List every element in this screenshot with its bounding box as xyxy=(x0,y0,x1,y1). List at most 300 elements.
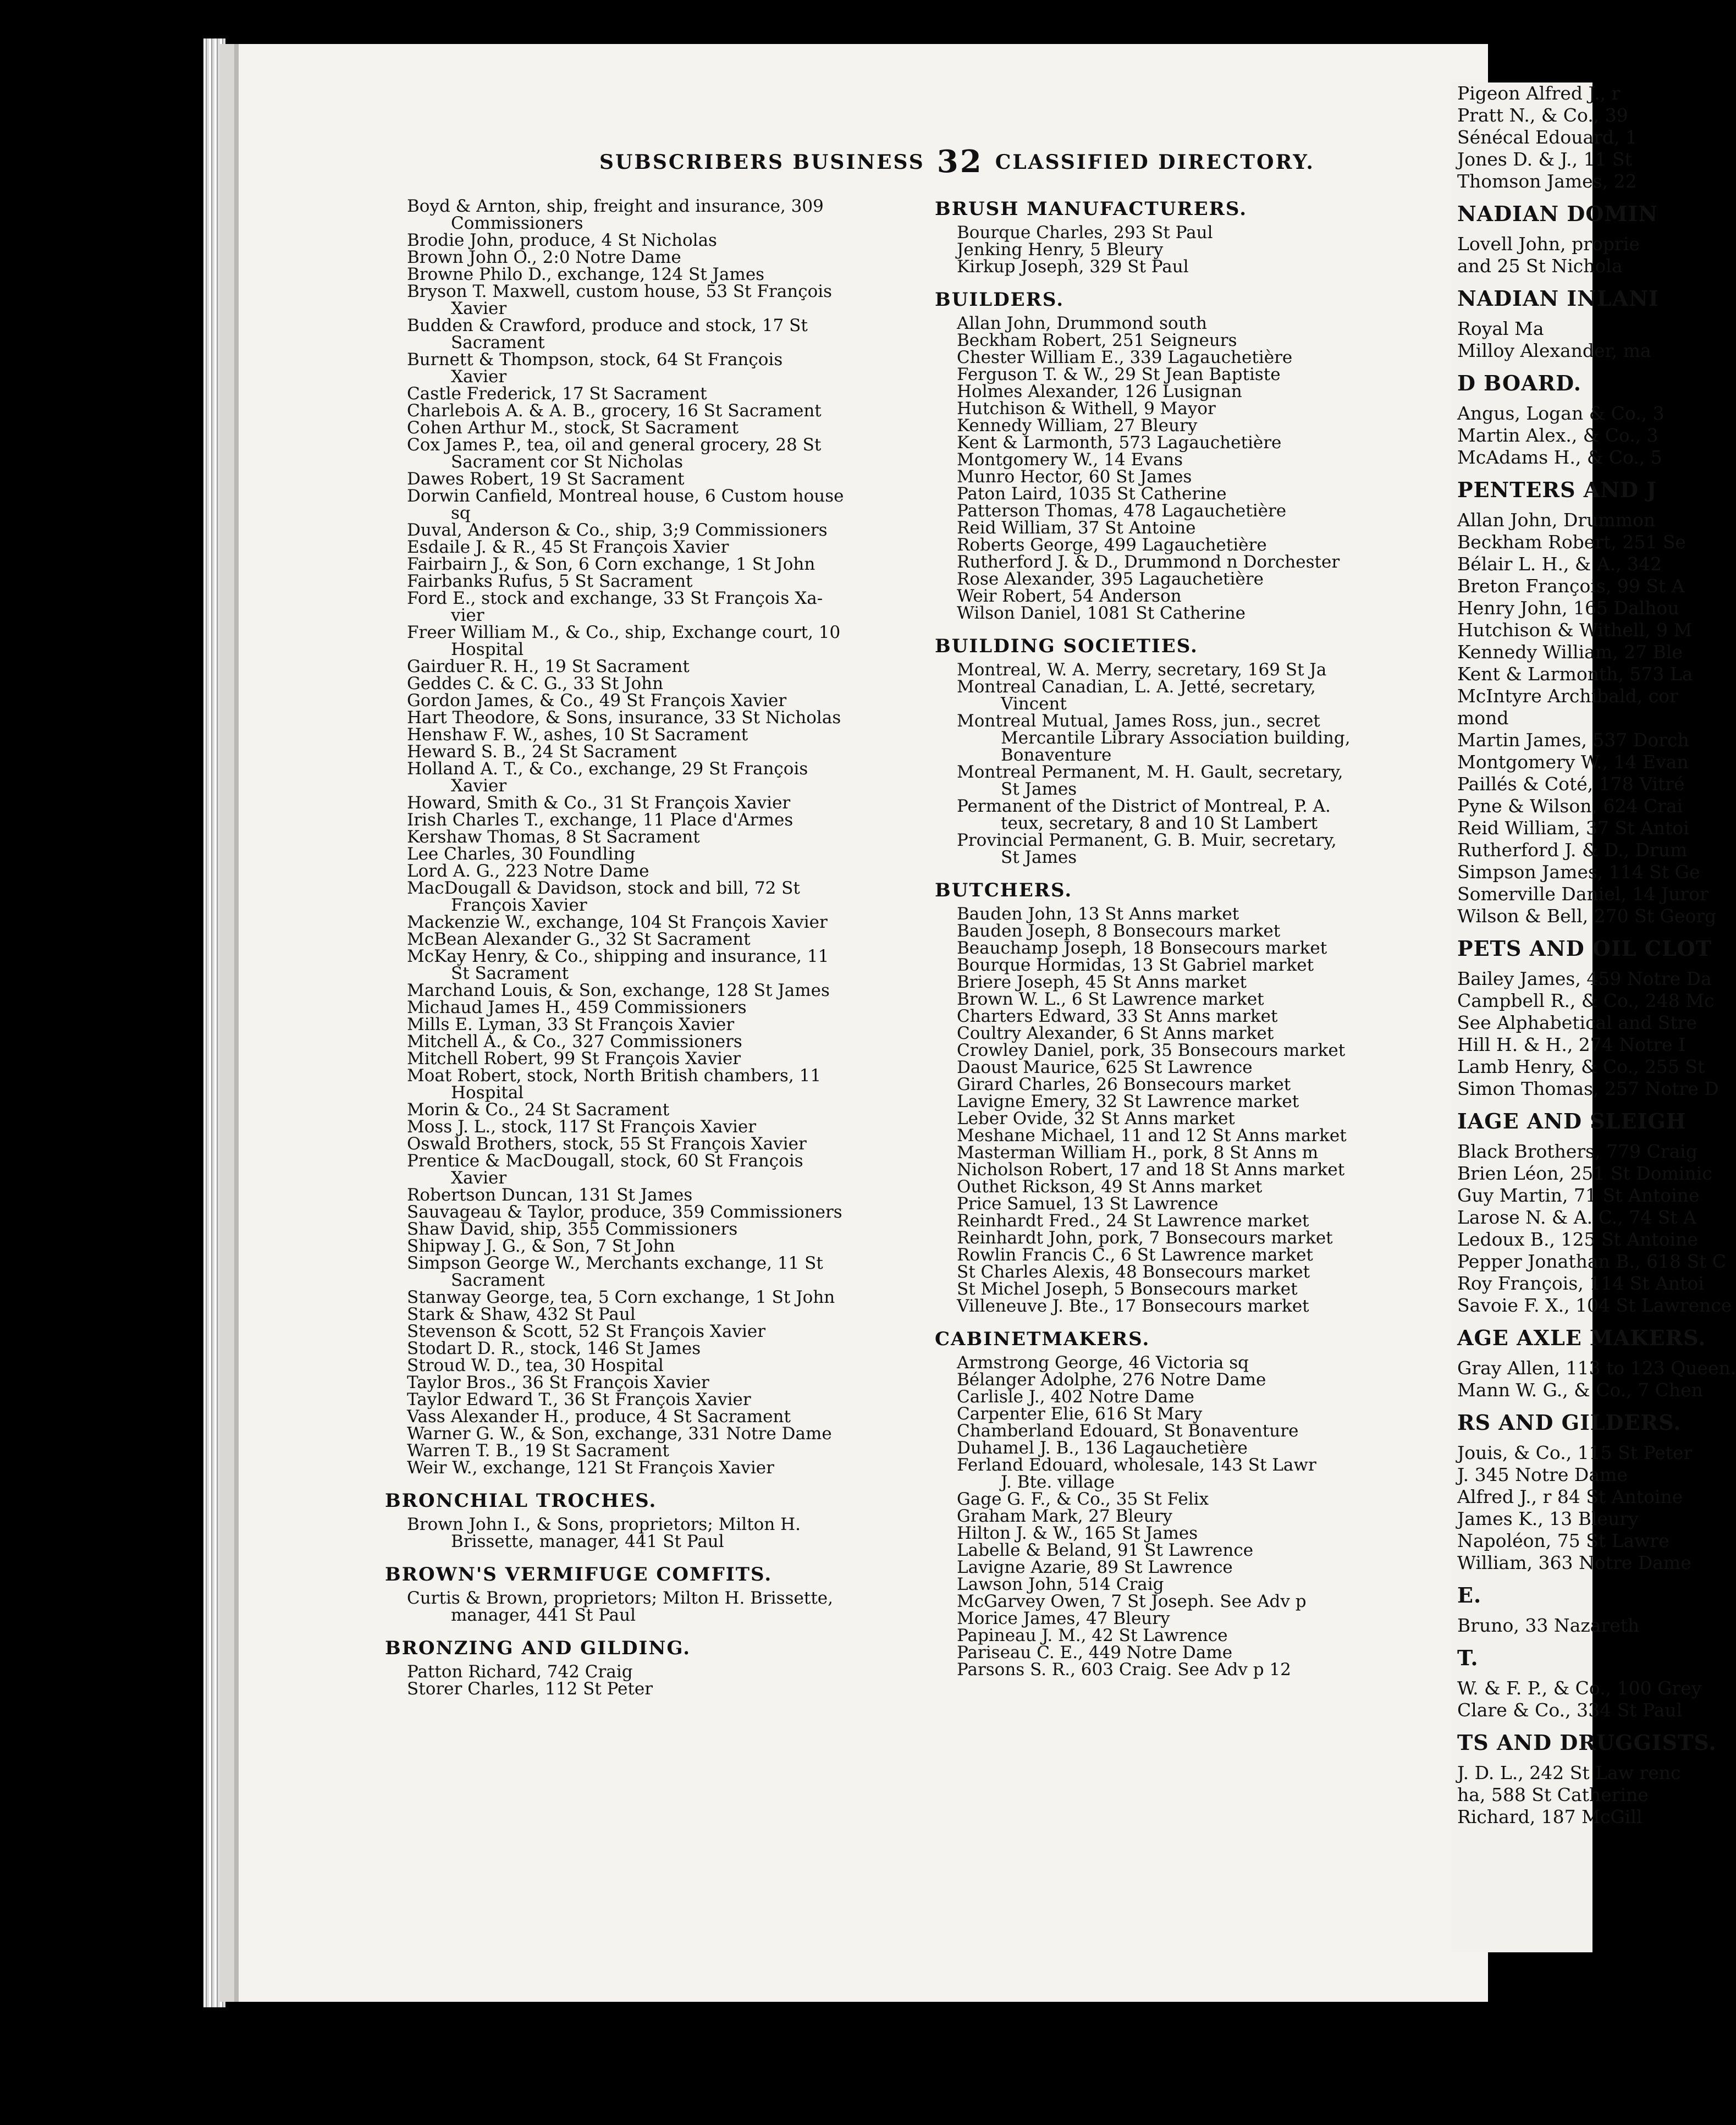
entry-continuation: St Sacrament xyxy=(451,964,569,983)
facing-entry: Hutchison & Withell, 9 M xyxy=(1457,619,1693,641)
facing-entry: Rutherford J. & D., Drum xyxy=(1457,839,1688,861)
directory-entry xyxy=(935,1179,1479,1196)
entry-text: Hilton J. & W., 165 St James xyxy=(957,1523,1198,1543)
directory-entry xyxy=(385,761,902,795)
entry-text: Heward S. B., 24 St Sacrament xyxy=(407,742,677,762)
entry-text: Parsons S. R., 603 Craig. See Adv p 12 xyxy=(957,1660,1291,1680)
entry-text: Graham Mark, 27 Bleury xyxy=(957,1506,1172,1526)
running-head xyxy=(599,140,1315,180)
directory-entry xyxy=(935,1281,1479,1298)
entry-text: Dorwin Canfield, Montreal house, 6 Custom house xyxy=(407,486,844,506)
entry-text: St Charles Alexis, 48 Bonsecours market xyxy=(957,1262,1310,1282)
directory-entry xyxy=(935,1576,1479,1593)
entry-text: Sauvageau & Taylor, produce, 359 Commissioners xyxy=(407,1202,842,1222)
directory-entry xyxy=(935,1389,1479,1406)
directory-entry xyxy=(385,744,902,761)
entry-text: Duval, Anderson & Co., ship, 3;9 Commissioners xyxy=(407,520,828,540)
entry-text: Permanent of the District of Montreal, P. A. xyxy=(957,796,1331,816)
directory-entry xyxy=(385,1119,902,1136)
entry-text: Bélanger Adolphe, 276 Notre Dame xyxy=(957,1370,1266,1390)
facing-section-heading: PENTERS AND J xyxy=(1457,477,1657,502)
entry-text: Vass Alexander H., produce, 4 St Sacrament xyxy=(407,1407,791,1427)
directory-entry xyxy=(385,1425,902,1443)
directory-entry xyxy=(935,1644,1479,1661)
entry-text: Wilson Daniel, 1081 St Catherine xyxy=(957,603,1246,623)
directory-entry xyxy=(935,1059,1479,1076)
directory-entry xyxy=(935,366,1479,383)
directory-entry xyxy=(385,1306,902,1323)
entry-text: Girard Charles, 26 Bonsecours market xyxy=(957,1075,1291,1094)
facing-entry: Pepper Jonathan B., 618 St C xyxy=(1457,1251,1727,1272)
facing-entry: mond xyxy=(1457,707,1509,729)
facing-entry: Milloy Alexander, ma xyxy=(1457,340,1651,361)
directory-entry xyxy=(935,974,1479,991)
entry-text: Montgomery W., 14 Evans xyxy=(957,450,1183,470)
directory-entry xyxy=(385,539,902,556)
directory-entry xyxy=(385,948,902,982)
directory-entry xyxy=(935,1127,1479,1144)
facing-entry: Roy François, 114 St Antoi xyxy=(1457,1273,1704,1294)
directory-entry xyxy=(385,1221,902,1238)
directory-entry xyxy=(935,1440,1479,1457)
entry-text: Pariseau C. E., 449 Notre Dame xyxy=(957,1643,1233,1662)
entry-continuation: Xavier xyxy=(451,1168,507,1188)
facing-entry: Simpson James, 114 St Ge xyxy=(1457,861,1700,883)
entry-text: Taylor Bros., 36 St François Xavier xyxy=(407,1373,709,1392)
directory-entry xyxy=(385,1033,902,1050)
facing-section-heading: IAGE AND SLEIGH xyxy=(1457,1109,1687,1133)
directory-entry xyxy=(935,906,1479,923)
entry-text: Curtis & Brown, proprietors; Milton H. Brissette, xyxy=(407,1588,833,1608)
directory-entry xyxy=(385,266,902,283)
entry-text: Burnett & Thompson, stock, 64 St François xyxy=(407,350,783,370)
entry-text: Carpenter Elie, 616 St Mary xyxy=(957,1404,1203,1424)
directory-entry xyxy=(385,829,902,846)
directory-entry xyxy=(935,486,1479,503)
entry-text: Browne Philo D., exchange, 124 St James xyxy=(407,265,765,284)
section-heading: BRONZING AND GILDING. xyxy=(385,1637,691,1659)
directory-entry xyxy=(385,1443,902,1460)
entry-text: Moat Robert, stock, North British chambers, 11 xyxy=(407,1066,822,1086)
facing-entry: Pratt N., & Co., 39 xyxy=(1457,104,1628,126)
directory-entry xyxy=(935,588,1479,605)
directory-entry xyxy=(935,1610,1479,1627)
entry-text: Coultry Alexander, 6 St Anns market xyxy=(957,1023,1274,1043)
directory-entry xyxy=(385,692,902,709)
facing-entry: Ledoux B., 125 St Antoine xyxy=(1457,1229,1698,1250)
entry-continuation: J. Bte. village xyxy=(1001,1472,1115,1492)
directory-entry xyxy=(935,1542,1479,1559)
section-heading: BUILDERS. xyxy=(935,289,1065,311)
entry-continuation: Hospital xyxy=(451,1083,524,1103)
facing-entry: Bailey James, 459 Notre Da xyxy=(1457,968,1712,989)
entry-continuation: Sacrament xyxy=(451,333,545,353)
directory-entry xyxy=(935,241,1479,258)
facing-entry: Clare & Co., 334 St Paul xyxy=(1457,1699,1683,1721)
entry-text: Taylor Edward T., 36 St François Xavier xyxy=(407,1390,751,1410)
facing-entry: W. & F. P., & Co., 100 Grey xyxy=(1457,1677,1702,1699)
facing-entry: Alfred J., r 84 St Antoine xyxy=(1457,1486,1683,1507)
entry-text: McGarvey Owen, 7 St Joseph. See Adv p xyxy=(957,1592,1307,1611)
entry-text: Budden & Crawford, produce and stock, 17 St xyxy=(407,316,808,335)
directory-entry xyxy=(935,434,1479,452)
entry-text: Meshane Michael, 11 and 12 St Anns market xyxy=(957,1126,1347,1146)
directory-entry xyxy=(935,469,1479,486)
directory-entry xyxy=(385,522,902,539)
directory-entry xyxy=(935,1491,1479,1508)
directory-entry xyxy=(935,520,1479,537)
facing-entry: Angus, Logan & Co., 3 xyxy=(1457,403,1665,424)
directory-entry xyxy=(935,537,1479,554)
facing-entry: ha, 588 St Catherine xyxy=(1457,1784,1649,1805)
entry-text: McKay Henry, & Co., shipping and insurance, 11 xyxy=(407,946,829,966)
facing-entry: Beckham Robert, 251 Se xyxy=(1457,531,1686,553)
entry-text: Ferland Edouard, wholesale, 143 St Lawr xyxy=(957,1455,1316,1475)
facing-entry: Mann W. G., & Co., 7 Chen xyxy=(1457,1379,1703,1401)
directory-entry xyxy=(385,1255,902,1289)
entry-continuation: Commissioners xyxy=(451,213,583,233)
entry-text: Michaud James H., 459 Commissioners xyxy=(407,998,747,1017)
facing-entry: Breton François, 99 St A xyxy=(1457,575,1685,597)
directory-entry xyxy=(935,258,1479,276)
entry-text: Paton Laird, 1035 St Catherine xyxy=(957,484,1227,504)
directory-entry xyxy=(385,726,902,744)
section-heading: BROWN'S VERMIFUGE COMFITS. xyxy=(385,1564,773,1586)
directory-entry xyxy=(935,224,1479,241)
facing-entry: Bélair L. H., & A., 342 xyxy=(1457,553,1662,575)
facing-entry: Lamb Henry, & Co., 255 St xyxy=(1457,1056,1705,1077)
facing-entry: Hill H. & H., 274 Notre I xyxy=(1457,1034,1686,1055)
entry-text: Reinhardt John, pork, 7 Bonsecours market xyxy=(957,1228,1333,1248)
facing-entry: Kennedy William, 27 Ble xyxy=(1457,641,1683,663)
entry-continuation: Bonaventure xyxy=(1001,745,1112,765)
entry-text: Castle Frederick, 17 St Sacrament xyxy=(407,384,707,404)
entry-text: Prentice & MacDougall, stock, 60 St François xyxy=(407,1151,803,1171)
directory-entry xyxy=(385,675,902,692)
section-heading: BRUSH MANUFACTURERS. xyxy=(935,198,1248,220)
facing-entry: McIntyre Archibald, cor xyxy=(1457,685,1678,707)
directory-entry xyxy=(385,1050,902,1067)
directory-entry xyxy=(385,999,902,1016)
facing-entry: Reid William, 37 St Antoi xyxy=(1457,817,1689,839)
directory-entry xyxy=(385,880,902,914)
facing-section-heading: NADIAN DOMIN xyxy=(1457,201,1658,226)
entry-text: Hart Theodore, & Sons, insurance, 33 St Nicholas xyxy=(407,708,841,728)
directory-entry xyxy=(935,1161,1479,1179)
facing-entry: Allan John, Drummon xyxy=(1457,509,1656,531)
directory-entry xyxy=(935,1423,1479,1440)
facing-entry: Sénécal Edouard, 1 xyxy=(1457,126,1638,148)
entry-text: Holland A. T., & Co., exchange, 29 St François xyxy=(407,759,808,779)
entry-text: Dawes Robert, 19 St Sacrament xyxy=(407,469,685,489)
entry-text: Stroud W. D., tea, 30 Hospital xyxy=(407,1356,664,1375)
facing-entry: Gray Allen, 113 to 123 Queen. xyxy=(1457,1357,1736,1379)
directory-entry xyxy=(385,1204,902,1221)
directory-entry xyxy=(385,317,902,351)
entry-text: Leber Ovide, 32 St Anns market xyxy=(957,1109,1235,1128)
entry-text: Armstrong George, 46 Victoria sq xyxy=(957,1353,1249,1373)
entry-text: Masterman William H., pork, 8 St Anns m xyxy=(957,1143,1319,1163)
facing-entry: Paillés & Coté, 178 Vitré xyxy=(1457,773,1685,795)
directory-entry xyxy=(935,1213,1479,1230)
directory-entry xyxy=(385,914,902,931)
directory-entry xyxy=(935,1008,1479,1025)
entry-text: Fairbanks Rufus, 5 St Sacrament xyxy=(407,571,693,591)
directory-entry xyxy=(385,1289,902,1306)
entry-text: Mitchell A., & Co., 327 Commissioners xyxy=(407,1032,742,1052)
directory-entry xyxy=(385,931,902,948)
running-head-right: CLASSIFIED DIRECTORY. xyxy=(995,151,1315,174)
entry-text: Nicholson Robert, 17 and 18 St Anns market xyxy=(957,1160,1345,1180)
directory-entry xyxy=(385,283,902,317)
directory-entry xyxy=(385,1391,902,1408)
facing-entry: Bruno, 33 Nazareth xyxy=(1457,1615,1640,1636)
entry-text: Mackenzie W., exchange, 104 St François Xavier xyxy=(407,912,828,932)
entry-text: Stark & Shaw, 432 St Paul xyxy=(407,1304,636,1324)
facing-entry: Wilson & Bell, 270 St Georg xyxy=(1457,905,1717,927)
directory-entry xyxy=(935,349,1479,366)
directory-entry xyxy=(935,1525,1479,1542)
directory-entry xyxy=(385,403,902,420)
entry-text: Bourque Charles, 293 St Paul xyxy=(957,223,1213,243)
directory-entry xyxy=(935,1457,1479,1491)
directory-entry xyxy=(935,1508,1479,1525)
column-left xyxy=(385,198,902,1698)
directory-entry xyxy=(385,1516,902,1550)
facing-entry: Somerville Daniel, 14 Juror xyxy=(1457,883,1709,905)
directory-entry xyxy=(385,1067,902,1102)
entry-text: Roberts George, 499 Lagauchetière xyxy=(957,535,1267,555)
directory-entry xyxy=(385,1323,902,1340)
entry-text: Storer Charles, 112 St Peter xyxy=(407,1679,653,1699)
entry-text: Lavigne Azarie, 89 St Lawrence xyxy=(957,1557,1233,1577)
entry-text: Kirkup Joseph, 329 St Paul xyxy=(957,257,1189,277)
facing-entry: Lovell John, proprie xyxy=(1457,233,1640,255)
entry-continuation: Sacrament xyxy=(451,1270,545,1290)
section-heading: BUTCHERS. xyxy=(935,879,1073,901)
section-heading: CABINETMAKERS. xyxy=(935,1328,1150,1350)
directory-entry xyxy=(935,503,1479,520)
entry-text: Lavigne Emery, 32 St Lawrence market xyxy=(957,1092,1299,1111)
directory-entry xyxy=(935,991,1479,1008)
directory-entry xyxy=(385,437,902,471)
entry-continuation: Xavier xyxy=(451,299,507,318)
entry-text: Shipway J. G., & Son, 7 St John xyxy=(407,1236,675,1256)
entry-text: Patterson Thomas, 478 Lagauchetière xyxy=(957,501,1287,521)
facing-entry: Thomson James, 22 xyxy=(1457,170,1637,192)
entry-continuation: manager, 441 St Paul xyxy=(451,1605,636,1625)
directory-entry xyxy=(935,1627,1479,1644)
directory-entry xyxy=(385,863,902,880)
entry-text: Boyd & Arnton, ship, freight and insurance, 309 xyxy=(407,196,824,216)
facing-entry: Richard, 187 McGill xyxy=(1457,1806,1643,1827)
section-heading: BRONCHIAL TROCHES. xyxy=(385,1490,657,1512)
facing-section-heading: RS AND GILDERS. xyxy=(1457,1410,1682,1435)
entry-text: Lord A. G., 223 Notre Dame xyxy=(407,861,649,881)
directory-entry xyxy=(385,198,902,232)
entry-text: Papineau J. M., 42 St Lawrence xyxy=(957,1626,1228,1645)
entry-text: Provincial Permanent, G. B. Muir, secretary, xyxy=(957,830,1337,850)
entry-text: Chester William E., 339 Lagauchetière xyxy=(957,348,1293,367)
facing-section-heading: PETS AND OIL CLOT xyxy=(1457,936,1712,961)
directory-entry xyxy=(935,1593,1479,1610)
facing-entry: Martin Alex., & Co., 3 xyxy=(1457,425,1658,446)
directory-entry xyxy=(935,1025,1479,1042)
directory-entry xyxy=(385,232,902,249)
directory-entry xyxy=(935,662,1479,679)
entry-text: Labelle & Beland, 91 St Lawrence xyxy=(957,1540,1254,1560)
entry-text: Jenking Henry, 5 Bleury xyxy=(957,240,1164,260)
entry-text: Brown John I., & Sons, proprietors; Milton H. xyxy=(407,1515,801,1534)
entry-text: Daoust Maurice, 625 St Lawrence xyxy=(957,1058,1253,1077)
entry-text: Fairbairn J., & Son, 6 Corn exchange, 1 St John xyxy=(407,554,815,574)
entry-text: Duhamel J. B., 136 Lagauchetière xyxy=(957,1438,1248,1458)
facing-entry: See Alphabetical and Stre xyxy=(1457,1012,1697,1033)
directory-entry xyxy=(935,1355,1479,1372)
entry-text: Gordon James, & Co., 49 St François Xavier xyxy=(407,691,787,711)
entry-text: Bauden John, 13 St Anns market xyxy=(957,904,1239,924)
entry-text: Rutherford J. & D., Drummond n Dorchester xyxy=(957,552,1340,572)
entry-text: Munro Hector, 60 St James xyxy=(957,467,1192,487)
entry-continuation: Xavier xyxy=(451,367,507,387)
entry-continuation: St James xyxy=(1001,779,1077,799)
facing-entry: Jouis, & Co., 115 St Peter xyxy=(1457,1442,1693,1463)
entry-text: Henshaw F. W., ashes, 10 St Sacrament xyxy=(407,725,748,745)
entry-text: Crowley Daniel, pork, 35 Bonsecours market xyxy=(957,1041,1346,1060)
facing-page-fragment xyxy=(1452,82,1736,1952)
facing-entry: Montgomery W., 14 Evan xyxy=(1457,751,1689,773)
directory-entry xyxy=(935,1042,1479,1059)
entry-text: Ford E., stock and exchange, 33 St François Xa- xyxy=(407,588,823,608)
entry-text: Weir W., exchange, 121 St François Xavier xyxy=(407,1458,774,1478)
facing-entry: Pyne & Wilson, 624 Crai xyxy=(1457,795,1683,817)
entry-continuation: Xavier xyxy=(451,776,507,796)
entry-text: Brown John O., 2:0 Notre Dame xyxy=(407,247,681,267)
page-number: 32 xyxy=(936,144,983,180)
entry-text: Holmes Alexander, 126 Lusignan xyxy=(957,382,1242,401)
entry-text: Ferguson T. & W., 29 St Jean Baptiste xyxy=(957,365,1281,384)
directory-entry xyxy=(385,795,902,812)
directory-entry xyxy=(385,556,902,573)
directory-entry xyxy=(385,982,902,999)
entry-text: Outhet Rickson, 49 St Anns market xyxy=(957,1177,1263,1197)
directory-entry xyxy=(935,1196,1479,1213)
directory-entry xyxy=(935,554,1479,571)
facing-entry: James K., 13 Bleury xyxy=(1457,1508,1639,1529)
entry-continuation: Sacrament cor St Nicholas xyxy=(451,452,683,472)
running-head-left: SUBSCRIBERS BUSINESS xyxy=(599,151,925,174)
entry-text: Shaw David, ship, 355 Commissioners xyxy=(407,1219,738,1239)
directory-entry xyxy=(935,400,1479,417)
directory-entry xyxy=(385,812,902,829)
entry-text: Moss J. L., stock, 117 St François Xavier xyxy=(407,1117,757,1137)
directory-entry xyxy=(935,452,1479,469)
directory-entry xyxy=(385,249,902,266)
entry-continuation: vier xyxy=(451,605,484,625)
entry-text: Reid William, 37 St Antoine xyxy=(957,518,1196,538)
entry-continuation: Vincent xyxy=(1001,694,1067,714)
section-heading: BUILDING SOCIETIES. xyxy=(935,635,1198,657)
directory-entry xyxy=(935,832,1479,866)
entry-text: Freer William M., & Co., ship, Exchange court, 10 xyxy=(407,623,841,642)
facing-section-heading: T. xyxy=(1457,1645,1479,1670)
entry-text: MacDougall & Davidson, stock and bill, 72 St xyxy=(407,878,800,898)
entry-text: Price Samuel, 13 St Lawrence xyxy=(957,1194,1219,1214)
entry-text: Allan John, Drummond south xyxy=(957,313,1207,333)
facing-entry: J. D. L., 242 St Law renc xyxy=(1457,1762,1681,1783)
facing-entry: McAdams H., & Co., 5 xyxy=(1457,447,1662,468)
directory-entry xyxy=(935,417,1479,434)
directory-entry xyxy=(385,1102,902,1119)
directory-entry xyxy=(935,1076,1479,1093)
directory-entry xyxy=(385,846,902,863)
directory-entry xyxy=(935,1298,1479,1315)
entry-text: Kennedy William, 27 Bleury xyxy=(957,416,1198,436)
directory-entry xyxy=(935,940,1479,957)
entry-continuation: Mercantile Library Association building, xyxy=(1001,728,1351,748)
facing-entry: Pigeon Alfred J., r xyxy=(1457,82,1621,104)
directory-entry xyxy=(385,1238,902,1255)
directory-entry xyxy=(385,1340,902,1357)
directory-entry xyxy=(385,1374,902,1391)
directory-entry xyxy=(385,1136,902,1153)
facing-entry: Martin James, 537 Dorch xyxy=(1457,729,1689,751)
directory-entry xyxy=(935,957,1479,974)
entry-text: Chamberland Edouard, St Bonaventure xyxy=(957,1421,1299,1441)
entry-text: Lawson John, 514 Craig xyxy=(957,1575,1164,1594)
directory-entry xyxy=(935,1144,1479,1161)
entry-text: Stevenson & Scott, 52 St François Xavier xyxy=(407,1322,766,1341)
directory-entry xyxy=(385,624,902,658)
entry-text: Morin & Co., 24 St Sacrament xyxy=(407,1100,670,1120)
directory-entry xyxy=(935,1093,1479,1110)
entry-text: Hutchison & Withell, 9 Mayor xyxy=(957,399,1216,419)
directory-entry xyxy=(385,573,902,590)
directory-entry xyxy=(935,713,1479,764)
entry-text: Charters Edward, 33 St Anns market xyxy=(957,1006,1278,1026)
entry-text: Brodie John, produce, 4 St Nicholas xyxy=(407,230,717,250)
entry-text: Cohen Arthur M., stock, St Sacrament xyxy=(407,418,739,438)
directory-entry xyxy=(935,798,1479,832)
entry-text: Kershaw Thomas, 8 St Sacrament xyxy=(407,827,700,847)
entry-text: Stanway George, tea, 5 Corn exchange, 1 St John xyxy=(407,1287,835,1307)
directory-entry xyxy=(385,1408,902,1425)
entry-text: McBean Alexander G., 32 St Sacrament xyxy=(407,929,751,949)
facing-section-heading: AGE AXLE MAKERS. xyxy=(1457,1325,1706,1350)
entry-text: Cox James P., tea, oil and general grocery, 28 St xyxy=(407,435,822,455)
entry-text: Rose Alexander, 395 Lagauchetière xyxy=(957,569,1264,589)
entry-text: Lee Charles, 30 Foundling xyxy=(407,844,636,864)
entry-continuation: Brissette, manager, 441 St Paul xyxy=(451,1532,724,1551)
facing-entry: Savoie F. X., 104 St Lawrence xyxy=(1457,1295,1732,1316)
entry-text: Simpson George W., Merchants exchange, 11 St xyxy=(407,1253,823,1273)
directory-entry xyxy=(385,420,902,437)
facing-entry: Larose N. & A. C., 74 St A xyxy=(1457,1207,1696,1228)
entry-text: Beauchamp Joseph, 18 Bonsecours market xyxy=(957,938,1327,958)
directory-entry xyxy=(935,1559,1479,1576)
directory-entry xyxy=(935,383,1479,400)
facing-entry: and 25 St Nichola xyxy=(1457,255,1623,277)
facing-section-heading: E. xyxy=(1457,1583,1482,1607)
entry-text: Weir Robert, 54 Anderson xyxy=(957,586,1182,606)
entry-continuation: François Xavier xyxy=(451,895,587,915)
facing-section-heading: NADIAN INLANI xyxy=(1457,286,1659,311)
directory-entry xyxy=(935,923,1479,940)
entry-text: Oswald Brothers, stock, 55 St François Xavier xyxy=(407,1134,807,1154)
directory-entry xyxy=(385,590,902,624)
facing-entry: Campbell R., & Co., 248 Mc xyxy=(1457,990,1715,1011)
directory-entry xyxy=(385,1664,902,1681)
